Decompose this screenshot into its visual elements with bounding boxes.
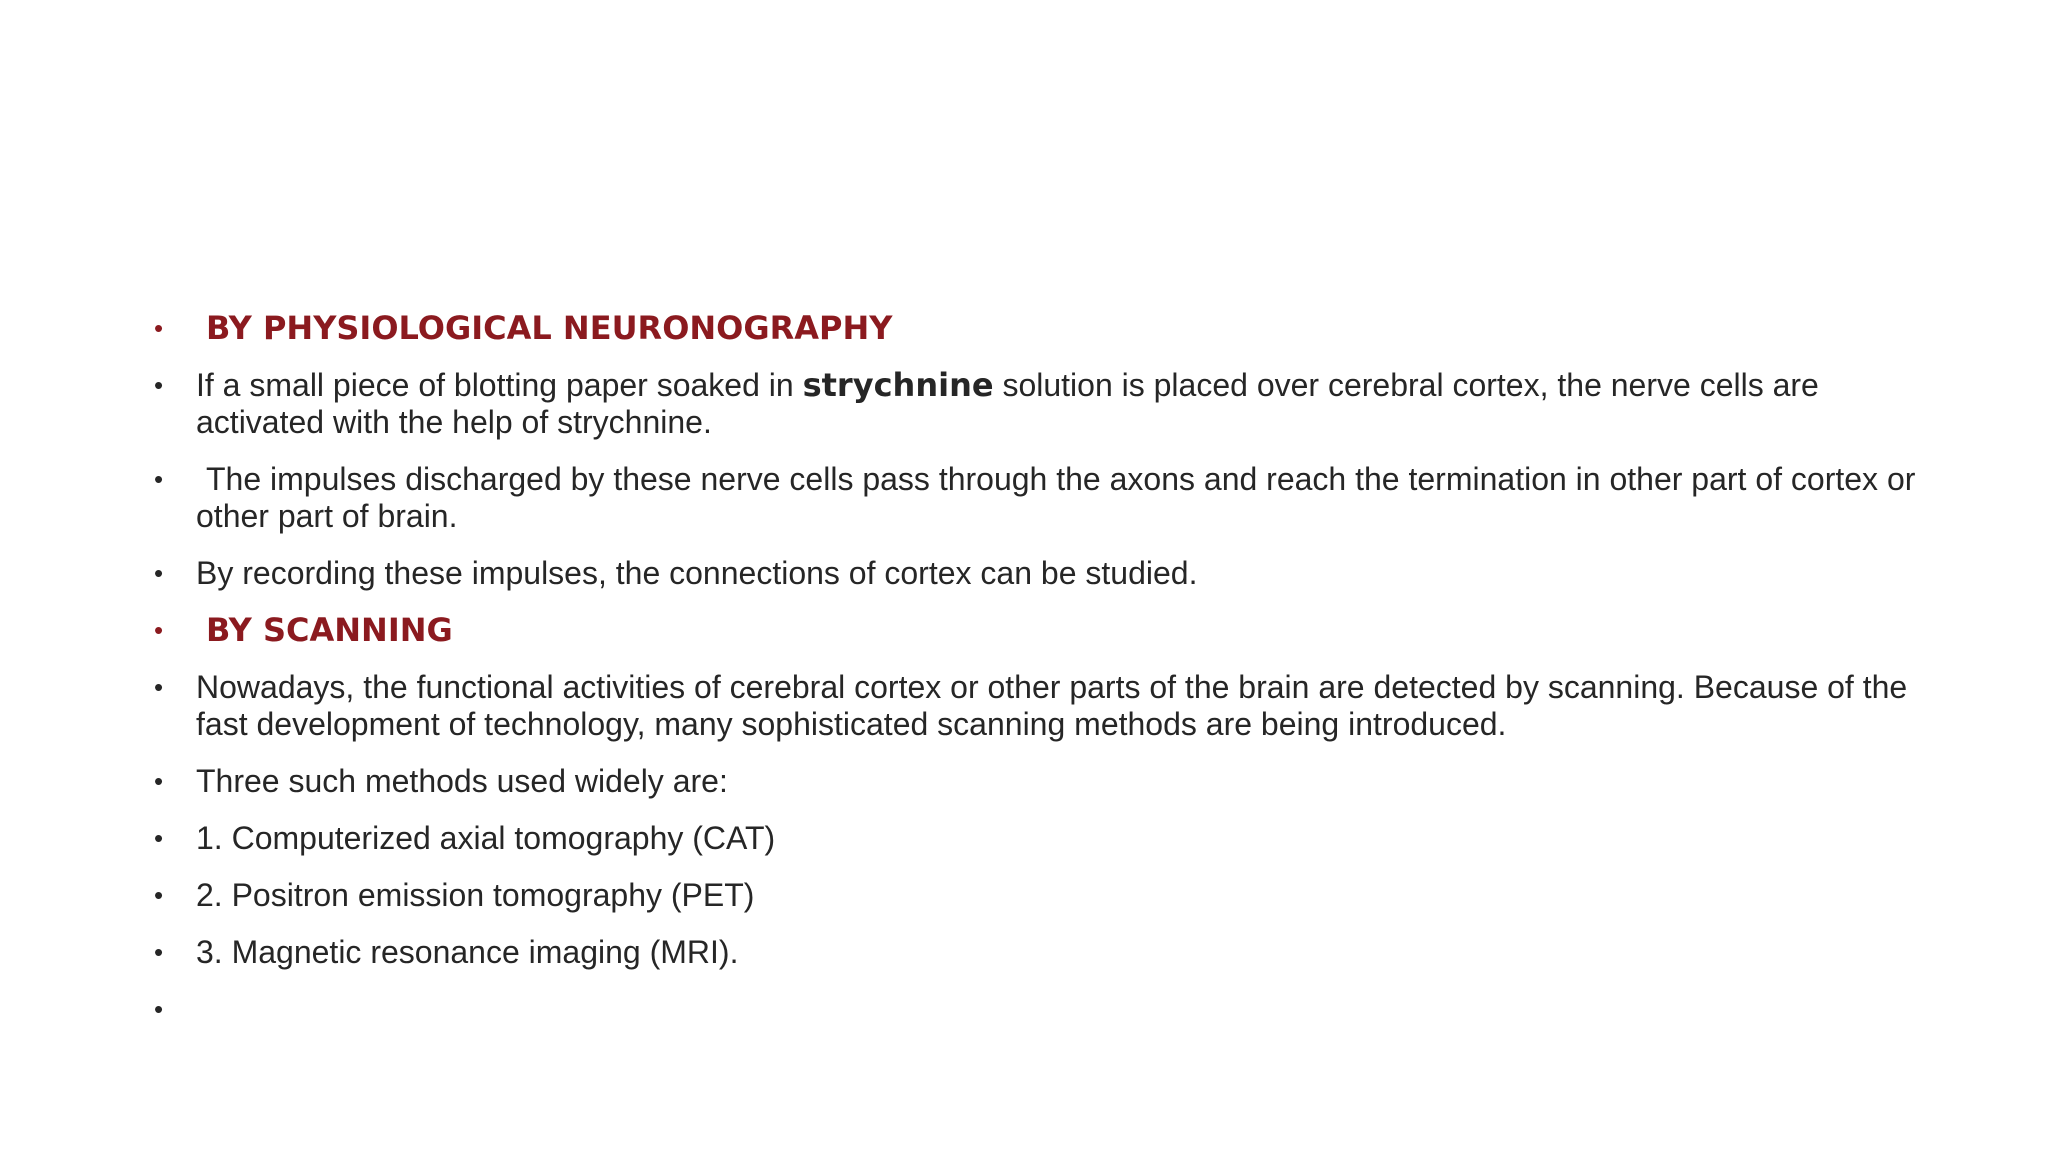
list-item-mri [150,934,1930,971]
list-item-impulses [150,461,1930,535]
bullet-icon: • [154,880,164,910]
bullet-icon: • [154,464,164,494]
bullet-icon: • [154,370,164,400]
bullet-icon: • [154,766,164,796]
list-item-cat [150,820,1930,857]
item-text-bold: strychnine [802,366,994,404]
item-text: By recording these impulses, the connections of cortex can be studied. [196,555,1198,591]
list-item-empty [150,991,1930,1028]
list-item-recording [150,555,1930,592]
item-text: The impulses discharged by these nerve cells pass through the axons and reach the termination in other part of cortex or other part of brain. [196,461,1916,534]
item-text: 1. Computerized axial tomography (CAT) [196,820,776,856]
bullet-icon: • [154,994,164,1024]
item-text: Nowadays, the functional activities of cerebral cortex or other parts of the brain are detected by scanning. Because of the fast development of technology, many sophisticated scanning methods are being introduced. [196,669,1908,742]
item-text: 2. Positron emission tomography (PET) [196,877,755,913]
bullet-icon: • [154,313,164,343]
list-item-scanning-heading [150,612,1930,649]
section-heading-physiological: BY PHYSIOLOGICAL NEURONOGRAPHY [206,309,893,347]
list-item-strychnine [150,367,1930,441]
list-item-three-methods [150,763,1930,800]
section-heading-scanning: BY SCANNING [206,611,453,649]
bullet-icon: • [154,558,164,588]
bullet-icon: • [154,937,164,967]
list-item-nowadays [150,669,1930,743]
item-text-part: solution is placed over cerebral cortex, the nerve cells are activated with the help of strychnine. [196,367,1819,440]
bullet-icon: • [154,615,164,645]
item-text-part: If a small piece of blotting paper soaked in [196,367,803,403]
bullet-list [150,310,1930,1048]
bullet-icon: • [154,672,164,702]
list-item-pet [150,877,1930,914]
item-text: 3. Magnetic resonance imaging (MRI). [196,934,739,970]
bullet-icon: • [154,823,164,853]
item-text: Three such methods used widely are: [196,763,728,799]
list-item-physiological-heading [150,310,1930,347]
